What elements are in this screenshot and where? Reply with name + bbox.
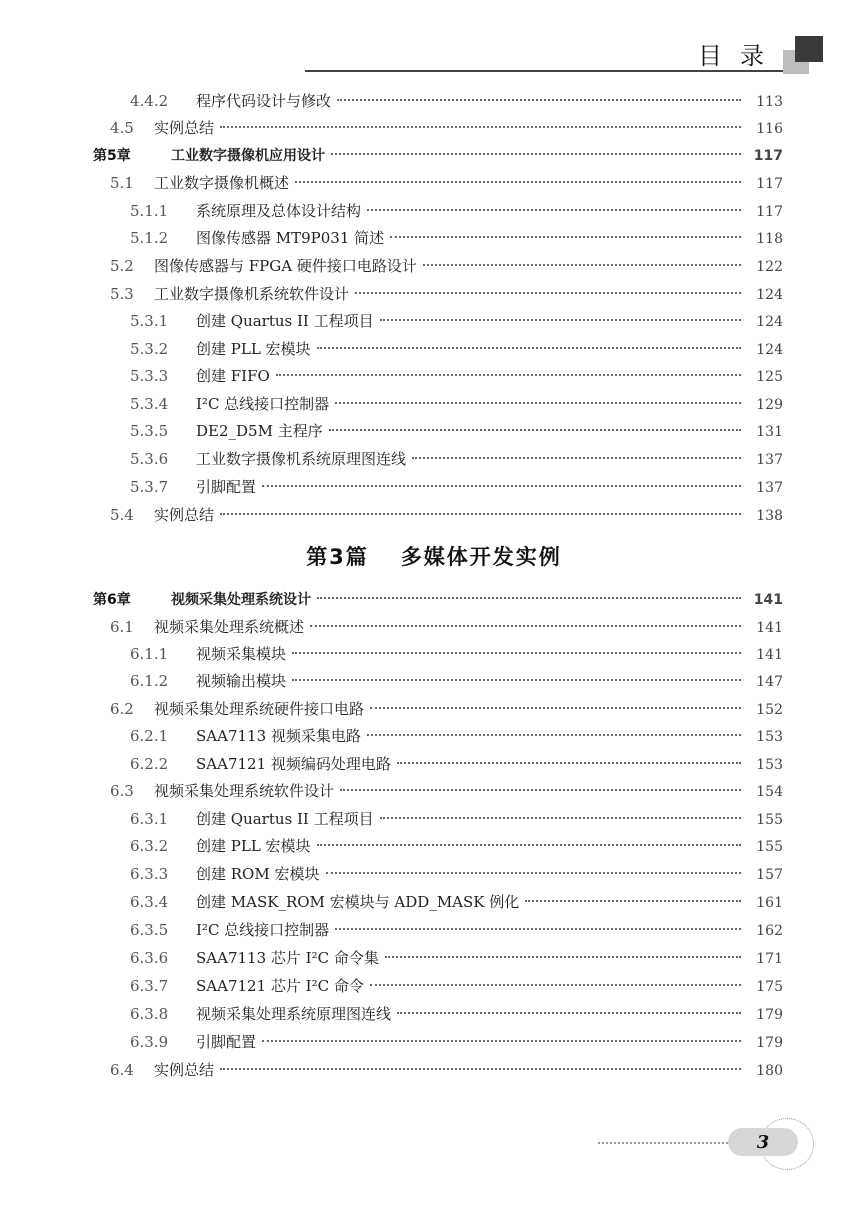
- toc-entry-number: 6.3.6: [130, 949, 169, 967]
- toc-leader-dots: [220, 126, 741, 128]
- toc-entry-number: 5.3.7: [130, 478, 169, 496]
- toc-entry[interactable]: [130, 723, 783, 749]
- toc-entry-title: 创建 Quartus II 工程项目: [196, 810, 374, 828]
- toc-entry-number: 5.1.2: [130, 229, 169, 247]
- toc-entry-page: 179: [756, 1007, 783, 1023]
- toc-entry-number: 5.3.3: [130, 367, 169, 385]
- toc-entry-number: 6.3.3: [130, 865, 169, 883]
- toc-leader-dots: [295, 181, 741, 183]
- toc-entry-number: 6.3: [110, 782, 134, 800]
- toc-entry-title: SAA7121 芯片 I²C 命令: [196, 977, 364, 995]
- toc-entry-number: 6.3.8: [130, 1005, 169, 1023]
- toc-entry-title: 引脚配置: [196, 478, 257, 496]
- toc-entry[interactable]: [130, 474, 783, 500]
- toc-entry-page: 153: [756, 729, 783, 745]
- toc-leader-dots: [412, 457, 741, 459]
- toc-entry[interactable]: [130, 861, 783, 887]
- toc-entry-number: 5.2: [110, 257, 134, 275]
- toc-leader-dots: [317, 597, 741, 599]
- toc-entry-page: 129: [756, 397, 783, 413]
- toc-leader-dots: [331, 153, 741, 155]
- toc-entry-title: 视频采集处理系统硬件接口电路: [154, 700, 365, 718]
- toc-entry-number: 6.4: [110, 1061, 134, 1079]
- toc-leader-dots: [337, 99, 741, 101]
- toc-leader-dots: [262, 1040, 741, 1042]
- toc-entry-page: 124: [756, 287, 783, 303]
- toc-entry-number: 6.3.1: [130, 810, 169, 828]
- toc-entry[interactable]: [110, 170, 783, 196]
- toc-entry-title: 工业数字摄像机概述: [154, 174, 290, 192]
- toc-entry[interactable]: [130, 668, 783, 694]
- toc-entry-number: 6.3.2: [130, 837, 169, 855]
- toc-entry-number: 6.3.4: [130, 893, 169, 911]
- toc-entry[interactable]: [130, 641, 783, 667]
- toc-entry-page: 125: [756, 369, 783, 385]
- toc-entry-page: 131: [756, 424, 783, 440]
- toc-entry-number: 第6章: [93, 592, 131, 608]
- toc-entry-number: 6.2: [110, 700, 134, 718]
- toc-entry-title: 创建 ROM 宏模块: [196, 865, 320, 883]
- toc-leader-dots: [423, 264, 741, 266]
- toc-leader-dots: [262, 485, 741, 487]
- toc-leader-dots: [380, 817, 741, 819]
- toc-entry-title: SAA7113 视频采集电路: [196, 727, 361, 745]
- toc-entry[interactable]: [110, 1057, 783, 1083]
- toc-entry-number: 6.3.9: [130, 1033, 169, 1051]
- toc-entry-page: 117: [756, 204, 783, 220]
- toc-leader-dots: [367, 734, 741, 736]
- corner-decoration: [783, 36, 823, 72]
- toc-entry-number: 6.3.5: [130, 921, 169, 939]
- toc-entry-title: 视频采集处理系统软件设计: [154, 782, 335, 800]
- toc-entry-page: 152: [756, 702, 783, 718]
- toc-entry-number: 5.1.1: [130, 202, 169, 220]
- toc-entry-page: 141: [756, 620, 783, 636]
- toc-leader-dots: [355, 292, 741, 294]
- toc-leader-dots: [397, 1012, 741, 1014]
- toc-entry-number: 5.3.5: [130, 422, 169, 440]
- toc-leader-dots: [370, 707, 741, 709]
- toc-entry-page: 138: [756, 508, 783, 524]
- toc-entry[interactable]: [130, 973, 783, 999]
- toc-leader-dots: [390, 236, 741, 238]
- toc-entry[interactable]: [110, 253, 783, 279]
- toc-entry[interactable]: [130, 198, 783, 224]
- toc-entry[interactable]: [130, 751, 783, 777]
- toc-leader-dots: [292, 652, 741, 654]
- toc-leader-dots: [335, 928, 741, 930]
- toc-entry[interactable]: [110, 778, 783, 804]
- toc-leader-dots: [367, 209, 741, 211]
- toc-entry-page: 175: [756, 979, 783, 995]
- toc-leader-dots: [397, 762, 741, 764]
- toc-entry-title: I²C 总线接口控制器: [196, 395, 330, 413]
- toc-entry-title: 创建 MASK_ROM 宏模块与 ADD_MASK 例化: [196, 893, 520, 911]
- toc-entry-title: 工业数字摄像机系统原理图连线: [196, 450, 407, 468]
- toc-entry-page: 137: [756, 480, 783, 496]
- toc-entry-title: 视频采集模块: [196, 645, 287, 663]
- toc-entry-number: 6.2.2: [130, 755, 169, 773]
- toc-entry[interactable]: [130, 446, 783, 472]
- toc-entry-title: 实例总结: [154, 119, 215, 137]
- toc-entry-page: 161: [756, 895, 783, 911]
- toc-entry-number: 5.1: [110, 174, 134, 192]
- header-rule: [305, 70, 783, 72]
- toc-entry[interactable]: [130, 336, 783, 362]
- toc-entry-title: 工业数字摄像机系统软件设计: [154, 285, 350, 303]
- toc-entry-title: 实例总结: [154, 1061, 215, 1079]
- toc-entry-title: 创建 FIFO: [196, 367, 270, 385]
- toc-entry-number: 5.4: [110, 506, 134, 524]
- toc-entry-page: 155: [756, 812, 783, 828]
- toc-leader-dots: [326, 872, 742, 874]
- toc-entry-title: SAA7113 芯片 I²C 命令集: [196, 949, 379, 967]
- toc-entry-page: 117: [756, 176, 783, 192]
- corner-dark-square: [795, 36, 823, 62]
- toc-leader-dots: [525, 900, 741, 902]
- toc-entry-page: 179: [756, 1035, 783, 1051]
- toc-entry-title: 系统原理及总体设计结构: [196, 202, 362, 220]
- toc-entry-title: 视频采集处理系统概述: [154, 618, 305, 636]
- toc-entry[interactable]: [110, 614, 783, 640]
- toc-leader-dots: [317, 844, 741, 846]
- toc-entry[interactable]: [130, 889, 783, 915]
- toc-entry[interactable]: [110, 696, 783, 722]
- toc-entry-number: 5.3.6: [130, 450, 169, 468]
- toc-leader-dots: [220, 513, 741, 515]
- page-number: 3: [756, 1131, 770, 1153]
- toc-entry[interactable]: [130, 308, 783, 334]
- part-heading: [0, 541, 868, 571]
- toc-entry-number: 5.3.1: [130, 312, 169, 330]
- toc-entry-page: 118: [756, 231, 783, 247]
- toc-entry-number: 4.5: [110, 119, 134, 137]
- toc-entry-page: 124: [756, 314, 783, 330]
- toc-entry-page: 153: [756, 757, 783, 773]
- toc-entry-title: I²C 总线接口控制器: [196, 921, 330, 939]
- toc-entry-title: 创建 Quartus II 工程项目: [196, 312, 374, 330]
- toc-entry[interactable]: [110, 281, 783, 307]
- toc-entry-title: 视频采集处理系统原理图连线: [196, 1005, 392, 1023]
- toc-entry-title: 工业数字摄像机应用设计: [171, 148, 325, 164]
- toc-leader-dots: [340, 789, 741, 791]
- toc-entry-title: 实例总结: [154, 506, 215, 524]
- toc-entry-page: 124: [756, 342, 783, 358]
- toc-entry-page: 171: [756, 951, 783, 967]
- toc-entry-title: 视频输出模块: [196, 672, 287, 690]
- toc-entry-title: 创建 PLL 宏模块: [196, 837, 311, 855]
- toc-entry-title: 视频采集处理系统设计: [171, 592, 311, 608]
- toc-chapter-entry[interactable]: [93, 587, 783, 613]
- toc-entry-page: 122: [756, 259, 783, 275]
- toc-entry-page: 141: [756, 647, 783, 663]
- toc-entry[interactable]: [110, 502, 783, 528]
- toc-entry-title: 创建 PLL 宏模块: [196, 340, 311, 358]
- toc-entry-title: SAA7121 视频编码处理电路: [196, 755, 391, 773]
- toc-entry[interactable]: [130, 917, 783, 943]
- toc-chapter-entry[interactable]: [93, 143, 783, 169]
- toc-entry[interactable]: [130, 945, 783, 971]
- toc-entry[interactable]: [110, 115, 783, 141]
- toc-entry-page: 113: [756, 94, 783, 110]
- toc-entry-number: 4.4.2: [130, 92, 169, 110]
- toc-leader-dots: [370, 984, 741, 986]
- toc-entry-number: 5.3.2: [130, 340, 169, 358]
- toc-entry-page: 116: [756, 121, 783, 137]
- toc-entry-number: 6.2.1: [130, 727, 169, 745]
- toc-entry[interactable]: [130, 418, 783, 444]
- toc-entry[interactable]: [130, 833, 783, 859]
- toc-entry-title: 图像传感器与 FPGA 硬件接口电路设计: [154, 257, 417, 275]
- toc-entry-page: 154: [756, 784, 783, 800]
- toc-entry-number: 6.1: [110, 618, 134, 636]
- toc-entry[interactable]: [130, 1029, 783, 1055]
- toc-entry-number: 5.3.4: [130, 395, 169, 413]
- toc-entry-number: 6.1.2: [130, 672, 169, 690]
- toc-entry-page: 162: [756, 923, 783, 939]
- toc-entry-number: 6.1.1: [130, 645, 169, 663]
- section-title: 目录: [698, 42, 782, 70]
- footer-rule: [598, 1142, 728, 1144]
- toc-entry[interactable]: [130, 1001, 783, 1027]
- toc-leader-dots: [310, 625, 741, 627]
- toc-entry-page: 180: [756, 1063, 783, 1079]
- toc-entry-number: 6.3.7: [130, 977, 169, 995]
- part-label: 第3篇: [306, 545, 369, 569]
- toc-leader-dots: [335, 402, 741, 404]
- toc-entry-page: 117: [753, 148, 783, 164]
- toc-leader-dots: [220, 1068, 741, 1070]
- toc-entry-number: 5.3: [110, 285, 134, 303]
- toc-entry-title: 引脚配置: [196, 1033, 257, 1051]
- page-number-badge: [728, 1128, 798, 1156]
- toc-leader-dots: [385, 956, 741, 958]
- toc-leader-dots: [317, 347, 741, 349]
- toc-entry[interactable]: [130, 225, 783, 251]
- toc-entry[interactable]: [130, 88, 783, 114]
- toc-entry[interactable]: [130, 806, 783, 832]
- toc-entry-page: 157: [756, 867, 783, 883]
- toc-entry-page: 155: [756, 839, 783, 855]
- toc-entry[interactable]: [130, 391, 783, 417]
- toc-entry-page: 141: [753, 592, 783, 608]
- toc-entry[interactable]: [130, 363, 783, 389]
- toc-leader-dots: [276, 374, 741, 376]
- toc-entry-title: DE2_D5M 主程序: [196, 422, 323, 440]
- toc-leader-dots: [292, 679, 741, 681]
- toc-leader-dots: [380, 319, 741, 321]
- toc-entry-page: 137: [756, 452, 783, 468]
- toc-entry-page: 147: [756, 674, 783, 690]
- toc-entry-title: 图像传感器 MT9P031 简述: [196, 229, 385, 247]
- toc-leader-dots: [329, 429, 741, 431]
- toc-entry-title: 程序代码设计与修改: [196, 92, 332, 110]
- part-title: 多媒体开发实例: [400, 545, 562, 569]
- toc-entry-number: 第5章: [93, 148, 131, 164]
